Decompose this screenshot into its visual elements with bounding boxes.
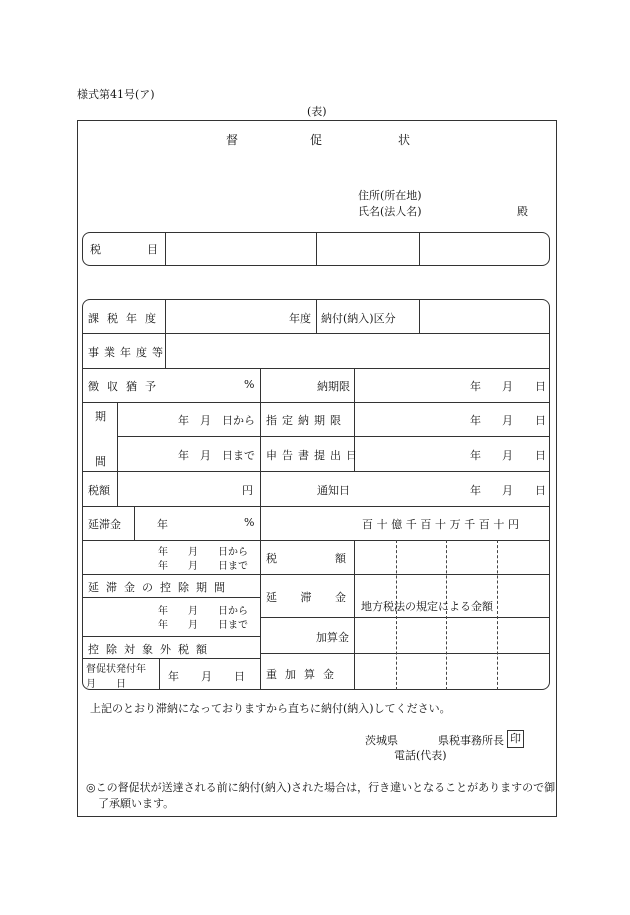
due-date-month: 月 [502,380,513,393]
delinquency-charge-char-2: 滞 [300,591,312,604]
due-date-label: 納期限 [317,380,350,393]
honorific: 殿 [517,205,528,218]
notice-date-year: 年 [470,484,481,497]
issuer-prefecture: 茨城県 [365,734,398,747]
delinquency-percent: % [244,516,255,529]
heavy-additional-tax-label: 重加算金 [266,668,342,681]
issuer-phone: 電話(代表) [394,749,447,762]
filing-date-label: 申告書提出日 [266,449,362,462]
yen-label: 円 [242,484,253,497]
title-char-3: 状 [398,133,411,147]
title-char-1: 督 [226,133,239,147]
notice-date-day: 日 [535,484,546,497]
demand-notice: 上記のとおり滞納になっておりますから直ちに納付(納入)してください。 [90,702,451,715]
tax-amount-char-2: 額 [335,552,346,565]
additional-tax-label: 加算金 [316,631,349,644]
excluded-tax-label: 控除対象外税額 [88,643,214,656]
notice-date-label: 通知日 [317,484,350,497]
footnote-line-2: 了承願います。 [98,797,175,810]
issue-date-label-1: 督促状発付年 [86,664,146,675]
delinquency-year: 年 [157,518,168,531]
period-char-1: 期 [95,410,106,423]
notice-date-month: 月 [502,484,513,497]
year-suffix: 年度 [289,312,311,325]
designated-due-year: 年 [470,414,481,427]
delinquency-charge-cell [266,589,346,605]
footnote-line-1: ◎この督促状が送達される前に納付(納入)された場合は，行き違いとなることがありますので御 [86,781,556,794]
side-label: (表) [307,105,327,118]
filing-date-month: 月 [502,449,513,462]
seal-mark: 印 [507,730,524,748]
due-date-year: 年 [470,380,481,393]
grace-percent: % [244,378,255,391]
name-label: 氏名(法人名) [358,205,422,218]
tax-item-char-2: 目 [147,243,158,256]
due-date-day: 日 [535,380,546,393]
issuer-office: 県税事務所長 [438,734,504,747]
period-to: 年 月 日まで [178,449,255,462]
payment-type-label: 納付(納入)区分 [321,312,396,325]
issue-date-label-2: 月 日 [86,679,126,690]
designated-due-day: 日 [535,414,546,427]
delinquency-charge-char-1: 延 [266,591,277,604]
issue-date-value: 年 月 日 [168,670,245,683]
deduction-to-2: 年 月 日まで [158,620,248,631]
delinquency-charge-char-3: 金 [335,591,346,604]
business-year-label: 事業年度等 [88,346,168,359]
deduction-from-1: 年 月 日から [158,547,248,558]
local-tax-law-note: 地方税法の規定による金額 [361,600,493,613]
filing-date-year: 年 [470,449,481,462]
period-from: 年 月 日から [178,414,255,427]
address-label: 住所(所在地) [358,189,422,202]
form-number: 様式第41号(ア) [77,88,155,101]
tax-amount-char-1: 税 [266,552,277,565]
designated-due-month: 月 [502,414,513,427]
tax-item-char-1: 税 [90,243,101,256]
designated-due-label: 指定納期限 [266,414,346,427]
filing-date-day: 日 [535,449,546,462]
period-char-2: 間 [95,455,106,468]
deduction-to-1: 年 月 日まで [158,561,248,572]
deduction-from-2: 年 月 日から [158,606,248,617]
deduction-period-label: 延滞金の控除期間 [88,581,232,594]
tax-amount-label-short: 税額 [88,484,110,497]
delinquency-label: 延滞金 [88,518,121,531]
tax-amount-cell [266,550,346,566]
grace-label: 徴収猶予 [88,380,164,393]
title-char-2: 促 [310,133,323,147]
tax-item-label [90,241,158,257]
digit-headers: 百十億千百十万千百十円 [362,518,523,531]
tax-year-label: 課税年度 [88,312,164,325]
